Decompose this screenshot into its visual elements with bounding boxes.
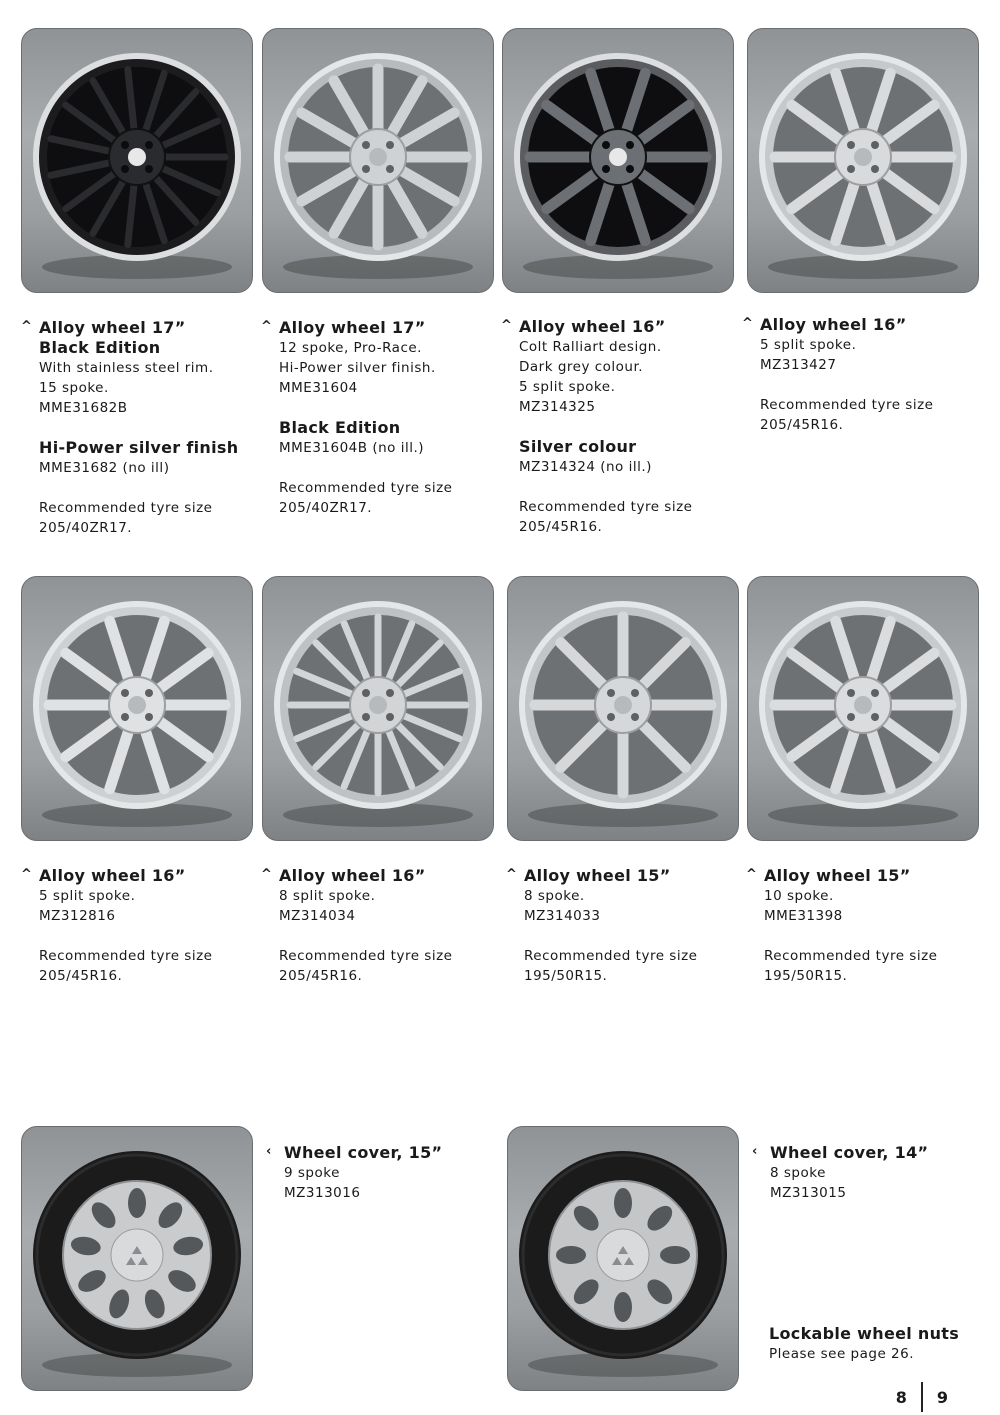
detail-line: 205/45R16. — [279, 968, 363, 984]
detail-line: MZ314033 — [524, 908, 601, 924]
lug-nut — [607, 689, 615, 697]
wheel-text — [21, 318, 241, 538]
detail-line: 5 split spoke. — [39, 888, 136, 904]
wheel-text — [746, 866, 966, 986]
spacer — [279, 398, 481, 418]
variant-title: Black Edition — [279, 418, 401, 437]
bullet-marker: ^ — [506, 867, 517, 882]
spacer — [524, 926, 726, 946]
wheel-image — [22, 577, 252, 840]
detail-line: Recommended tyre size — [760, 397, 934, 413]
variant-title: Black Edition — [39, 338, 161, 357]
detail-line: MZ314034 — [279, 908, 356, 924]
detail-line: MZ313427 — [760, 357, 837, 373]
detail-line: Recommended tyre size — [279, 948, 453, 964]
lug-nut — [386, 165, 394, 173]
lug-nut — [362, 689, 370, 697]
bullet-marker: ^ — [501, 318, 512, 333]
spacer — [760, 375, 962, 395]
spacer — [39, 478, 241, 498]
lug-nut — [145, 689, 153, 697]
center-cap — [854, 696, 872, 714]
detail-line: 8 spoke. — [524, 888, 585, 904]
detail-line: MZ314325 — [519, 399, 596, 415]
lug-nut — [145, 713, 153, 721]
hubcap-slot — [614, 1188, 632, 1218]
detail-line: 9 spoke — [284, 1165, 340, 1181]
lug-nut — [626, 141, 634, 149]
wheel-image — [263, 29, 493, 292]
detail-line: Colt Ralliart design. — [519, 339, 662, 355]
center-cap — [614, 696, 632, 714]
hubcap-slot — [556, 1246, 586, 1264]
wheel-title: Alloy wheel 17” — [39, 318, 186, 337]
lug-nut — [871, 165, 879, 173]
wheel-title: Alloy wheel 16” — [39, 866, 186, 885]
lug-nut — [847, 141, 855, 149]
wheel-image — [508, 1127, 738, 1390]
detail-line: With stainless steel rim. — [39, 360, 214, 376]
hubcap-slot — [614, 1292, 632, 1322]
wheel-text — [752, 1143, 972, 1203]
lug-nut — [121, 141, 129, 149]
lug-nut — [121, 165, 129, 173]
wheel-text — [501, 317, 721, 537]
page-number-right: 9 — [936, 1387, 948, 1407]
detail-line: 15 spoke. — [39, 380, 109, 396]
wheel-photo-2 — [262, 28, 494, 293]
detail-line: Dark grey colour. — [519, 359, 644, 375]
wheel-photo-9 — [21, 1126, 253, 1391]
wheel-title: Alloy wheel 17” — [279, 318, 426, 337]
wheel-image — [263, 577, 493, 840]
lug-nut — [607, 713, 615, 721]
variant-title: Silver colour — [519, 437, 637, 456]
lug-nut — [386, 689, 394, 697]
page-divider — [921, 1382, 923, 1412]
lug-nut — [145, 165, 153, 173]
wheel-title: Alloy wheel 15” — [764, 866, 911, 885]
wheel-info-10 — [752, 1143, 972, 1203]
center-cap — [369, 696, 387, 714]
wheel-title: Wheel cover, 14” — [770, 1143, 929, 1162]
detail-line: Recommended tyre size — [39, 948, 213, 964]
wheel-photo-7 — [507, 576, 739, 841]
wheel-image — [503, 29, 733, 292]
lug-nut — [871, 689, 879, 697]
detail-line: 5 split spoke. — [519, 379, 616, 395]
detail-line: Hi-Power silver finish. — [279, 360, 436, 376]
detail-line: 195/50R15. — [764, 968, 848, 984]
detail-line: MME31398 — [764, 908, 843, 924]
detail-line: 205/45R16. — [760, 417, 844, 433]
detail-line: Recommended tyre size — [519, 499, 693, 515]
spacer — [764, 926, 966, 946]
page-numbers — [896, 1382, 948, 1412]
lug-nut — [386, 713, 394, 721]
bullet-marker: ^ — [21, 867, 32, 882]
detail-line: 8 spoke — [770, 1165, 826, 1181]
lug-nut — [871, 713, 879, 721]
wheel-text — [506, 866, 726, 986]
wheel-text — [21, 866, 241, 986]
hubcap-slot — [660, 1246, 690, 1264]
lug-nut — [121, 713, 129, 721]
lug-nut — [847, 165, 855, 173]
detail-line: MME31604 — [279, 380, 358, 396]
wheel-info-4 — [742, 315, 962, 435]
wheel-info-9 — [266, 1143, 486, 1203]
lug-nut — [626, 165, 634, 173]
lug-nut — [631, 713, 639, 721]
wheel-photo-10 — [507, 1126, 739, 1391]
bullet-marker: ^ — [261, 867, 272, 882]
wheel-title: Alloy wheel 16” — [760, 315, 907, 334]
lug-nut — [121, 689, 129, 697]
detail-line: 205/45R16. — [519, 519, 603, 535]
bullet-marker: ^ — [742, 316, 753, 331]
lockable-wheel-nuts — [769, 1324, 979, 1364]
spacer — [519, 417, 721, 437]
page-number-left: 8 — [895, 1387, 907, 1407]
detail-line: 10 spoke. — [764, 888, 834, 904]
lug-nut — [602, 165, 610, 173]
lug-nut — [871, 141, 879, 149]
wheel-photo-6 — [262, 576, 494, 841]
hubcap-center — [111, 1229, 163, 1281]
wheel-title: Alloy wheel 16” — [279, 866, 426, 885]
wheel-image — [748, 29, 978, 292]
wheel-info-6 — [261, 866, 481, 986]
wheel-text — [742, 315, 962, 435]
wheel-title: Wheel cover, 15” — [284, 1143, 443, 1162]
lug-nut — [362, 713, 370, 721]
detail-line: MZ313016 — [284, 1185, 361, 1201]
detail-line: 205/40ZR17. — [39, 520, 133, 536]
center-cap — [128, 148, 146, 166]
detail-line: MME31682 (no ill) — [39, 460, 170, 476]
bullet-marker: ^ — [261, 319, 272, 334]
wheel-info-3 — [501, 317, 721, 537]
wheel-text — [261, 318, 481, 518]
detail-line: Recommended tyre size — [764, 948, 938, 964]
wheel-info-5 — [21, 866, 241, 986]
detail-line: MZ314324 (no ill.) — [519, 459, 652, 475]
detail-line: 5 split spoke. — [760, 337, 857, 353]
wheel-photo-5 — [21, 576, 253, 841]
hubcap-center — [597, 1229, 649, 1281]
spacer — [519, 477, 721, 497]
wheel-text — [261, 866, 481, 986]
wheel-image — [22, 1127, 252, 1390]
detail-line: MZ312816 — [39, 908, 116, 924]
wheel-info-1 — [21, 318, 241, 538]
wheel-image — [748, 577, 978, 840]
center-cap — [609, 148, 627, 166]
center-cap — [128, 696, 146, 714]
center-cap — [369, 148, 387, 166]
detail-line: MME31604B (no ill.) — [279, 440, 425, 456]
spacer — [39, 418, 241, 438]
lockable-text: Please see page 26. — [769, 1346, 915, 1362]
detail-line: MZ313015 — [770, 1185, 847, 1201]
spacer — [279, 926, 481, 946]
detail-line: 12 spoke, Pro-Race. — [279, 340, 422, 356]
center-cap — [854, 148, 872, 166]
spacer — [279, 458, 481, 478]
wheel-text — [266, 1143, 486, 1203]
detail-line: Recommended tyre size — [279, 480, 453, 496]
wheel-photo-1 — [21, 28, 253, 293]
bullet-marker: ^ — [21, 319, 32, 334]
wheel-photo-3 — [502, 28, 734, 293]
lockable-title: Lockable wheel nuts — [769, 1324, 960, 1343]
wheel-title: Alloy wheel 16” — [519, 317, 666, 336]
wheel-photo-4 — [747, 28, 979, 293]
detail-line: Recommended tyre size — [39, 500, 213, 516]
detail-line: 205/45R16. — [39, 968, 123, 984]
variant-title: Hi-Power silver finish — [39, 438, 239, 457]
lug-nut — [847, 689, 855, 697]
bullet-marker: ‹ — [266, 1144, 272, 1159]
detail-line: 205/40ZR17. — [279, 500, 373, 516]
wheel-info-8 — [746, 866, 966, 986]
lug-nut — [145, 141, 153, 149]
detail-line: Recommended tyre size — [524, 948, 698, 964]
bullet-marker: ‹ — [752, 1144, 758, 1159]
lug-nut — [386, 141, 394, 149]
hubcap-slot — [128, 1188, 146, 1218]
lug-nut — [631, 689, 639, 697]
lug-nut — [847, 713, 855, 721]
wheel-photo-8 — [747, 576, 979, 841]
detail-line: 195/50R15. — [524, 968, 608, 984]
wheel-info-2 — [261, 318, 481, 518]
detail-line: MME31682B — [39, 400, 128, 416]
bullet-marker: ^ — [746, 867, 757, 882]
lug-nut — [362, 165, 370, 173]
lug-nut — [602, 141, 610, 149]
wheel-title: Alloy wheel 15” — [524, 866, 671, 885]
detail-line: 8 split spoke. — [279, 888, 376, 904]
wheel-image — [22, 29, 252, 292]
lug-nut — [362, 141, 370, 149]
spacer — [39, 926, 241, 946]
wheel-info-7 — [506, 866, 726, 986]
wheel-image — [508, 577, 738, 840]
